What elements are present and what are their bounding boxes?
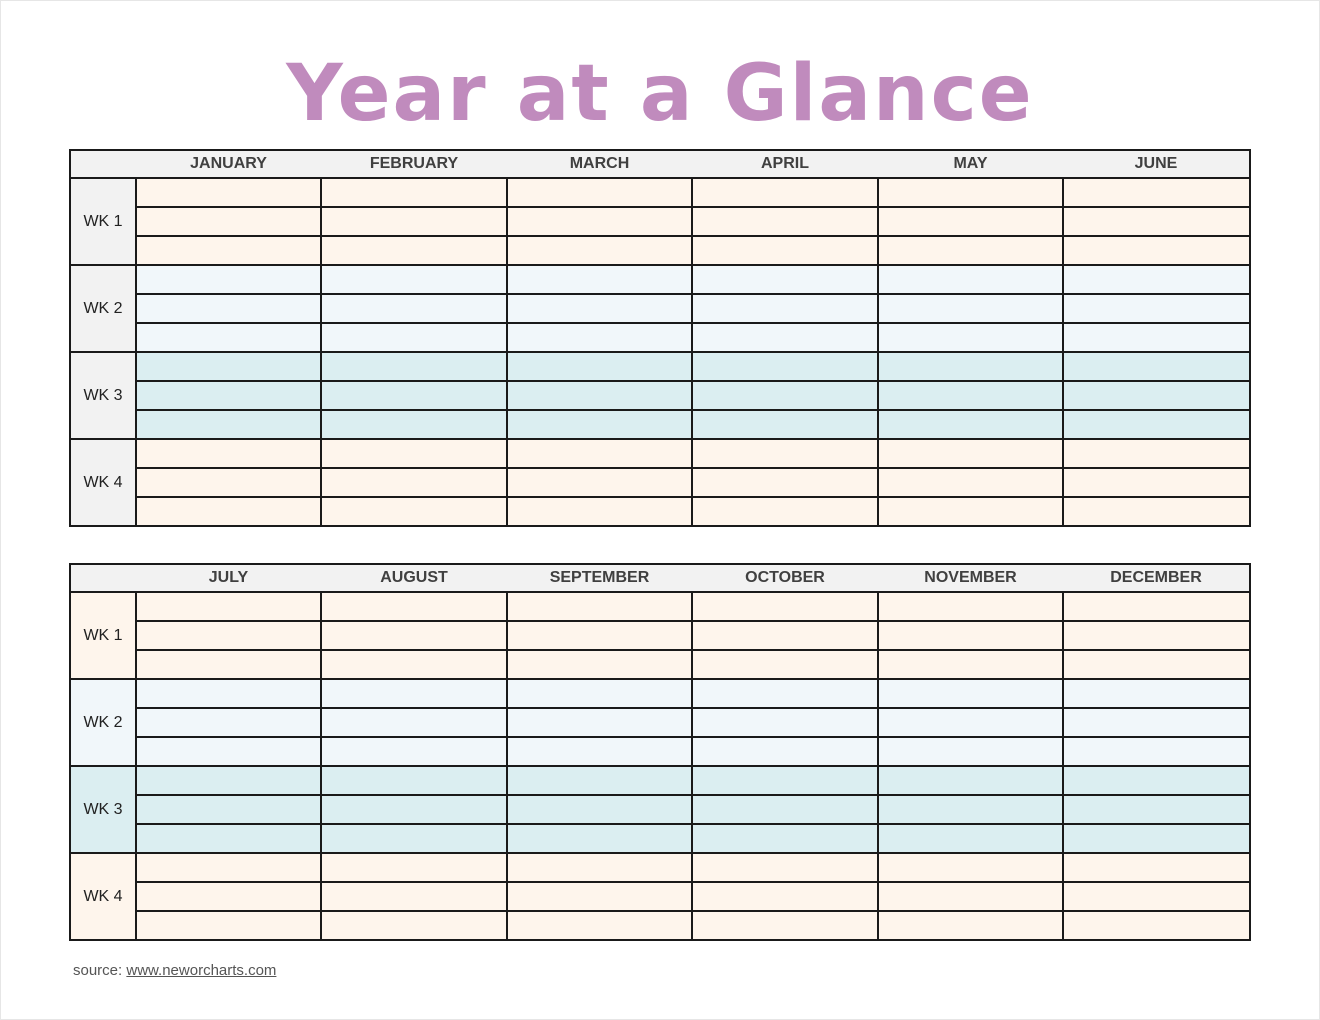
week-label: WK 1 [70,592,136,679]
entry-cell[interactable] [321,265,507,294]
entry-cell[interactable] [692,853,878,882]
week-row [70,911,1250,940]
entry-cell[interactable] [692,178,878,207]
week-row [70,679,1250,708]
entry-cell[interactable] [136,294,321,323]
entry-cell[interactable] [321,882,507,911]
week-row [70,178,1250,207]
entry-cell[interactable] [692,323,878,352]
entry-cell[interactable] [321,207,507,236]
entry-cell[interactable] [692,236,878,265]
entry-cell[interactable] [507,468,692,497]
week-row [70,497,1250,526]
entry-cell[interactable] [321,468,507,497]
entry-cell[interactable] [878,766,1063,795]
entry-cell[interactable] [692,592,878,621]
entry-cell[interactable] [692,679,878,708]
entry-cell[interactable] [136,795,321,824]
entry-cell[interactable] [507,650,692,679]
entry-cell[interactable] [136,592,321,621]
week-row [70,824,1250,853]
entry-cell[interactable] [692,352,878,381]
entry-cell[interactable] [136,824,321,853]
entry-cell[interactable] [507,410,692,439]
entry-cell[interactable] [1063,795,1250,824]
entry-cell[interactable] [878,265,1063,294]
week-row [70,207,1250,236]
entry-cell[interactable] [692,265,878,294]
week-row [70,439,1250,468]
entry-cell[interactable] [692,468,878,497]
entry-cell[interactable] [1063,766,1250,795]
week-row [70,708,1250,737]
entry-cell[interactable] [1063,882,1250,911]
entry-cell[interactable] [507,853,692,882]
entry-cell[interactable] [321,824,507,853]
month-header: FEBRUARY [321,150,507,178]
week-label: WK 3 [70,352,136,439]
entry-cell[interactable] [692,497,878,526]
entry-cell[interactable] [1063,911,1250,940]
entry-cell[interactable] [507,294,692,323]
entry-cell[interactable] [136,497,321,526]
entry-cell[interactable] [507,737,692,766]
week-row [70,323,1250,352]
entry-cell[interactable] [321,592,507,621]
entry-cell[interactable] [1063,737,1250,766]
entry-cell[interactable] [136,708,321,737]
entry-cell[interactable] [878,795,1063,824]
entry-cell[interactable] [321,410,507,439]
entry-cell[interactable] [321,439,507,468]
entry-cell[interactable] [136,323,321,352]
entry-cell[interactable] [692,824,878,853]
entry-cell[interactable] [692,621,878,650]
entry-cell[interactable] [136,352,321,381]
entry-cell[interactable] [507,178,692,207]
entry-cell[interactable] [1063,468,1250,497]
entry-cell[interactable] [1063,207,1250,236]
entry-cell[interactable] [878,207,1063,236]
week-row [70,381,1250,410]
entry-cell[interactable] [321,708,507,737]
entry-cell[interactable] [1063,592,1250,621]
entry-cell[interactable] [878,708,1063,737]
week-label: WK 1 [70,178,136,265]
entry-cell[interactable] [507,236,692,265]
entry-cell[interactable] [692,911,878,940]
header-corner [70,564,136,592]
entry-cell[interactable] [1063,381,1250,410]
entry-cell[interactable] [321,650,507,679]
entry-cell[interactable] [878,294,1063,323]
entry-cell[interactable] [507,497,692,526]
entry-cell[interactable] [321,911,507,940]
entry-cell[interactable] [1063,410,1250,439]
entry-cell[interactable] [507,621,692,650]
entry-cell[interactable] [507,766,692,795]
week-row [70,265,1250,294]
entry-cell[interactable] [1063,621,1250,650]
entry-cell[interactable] [136,766,321,795]
entry-cell[interactable] [507,911,692,940]
entry-cell[interactable] [878,352,1063,381]
entry-cell[interactable] [878,882,1063,911]
entry-cell[interactable] [321,853,507,882]
month-header: JUNE [1063,150,1250,178]
week-row [70,882,1250,911]
month-header: NOVEMBER [878,564,1063,592]
entry-cell[interactable] [878,497,1063,526]
header-corner [70,150,136,178]
week-label: WK 4 [70,853,136,940]
entry-cell[interactable] [1063,294,1250,323]
week-row [70,737,1250,766]
entry-cell[interactable] [136,178,321,207]
entry-cell[interactable] [878,679,1063,708]
month-header: DECEMBER [1063,564,1250,592]
entry-cell[interactable] [878,381,1063,410]
entry-cell[interactable] [136,468,321,497]
entry-cell[interactable] [321,178,507,207]
entry-cell[interactable] [1063,352,1250,381]
entry-cell[interactable] [321,294,507,323]
entry-cell[interactable] [136,621,321,650]
entry-cell[interactable] [878,468,1063,497]
month-header: SEPTEMBER [507,564,692,592]
month-header: AUGUST [321,564,507,592]
entry-cell[interactable] [692,708,878,737]
entry-cell[interactable] [321,679,507,708]
entry-cell[interactable] [136,737,321,766]
entry-cell[interactable] [692,795,878,824]
month-header: MAY [878,150,1063,178]
entry-cell[interactable] [507,882,692,911]
month-header: JANUARY [136,150,321,178]
entry-cell[interactable] [321,352,507,381]
entry-cell[interactable] [692,207,878,236]
entry-cell[interactable] [878,236,1063,265]
week-row [70,468,1250,497]
source-note [73,962,276,979]
entry-cell[interactable] [321,737,507,766]
entry-cell[interactable] [136,265,321,294]
entry-cell[interactable] [136,911,321,940]
week-row [70,795,1250,824]
entry-cell[interactable] [878,410,1063,439]
entry-cell[interactable] [1063,236,1250,265]
week-label: WK 4 [70,439,136,526]
entry-cell[interactable] [692,439,878,468]
entry-cell[interactable] [136,679,321,708]
entry-cell[interactable] [507,323,692,352]
entry-cell[interactable] [321,795,507,824]
entry-cell[interactable] [878,621,1063,650]
entry-cell[interactable] [136,650,321,679]
entry-cell[interactable] [1063,439,1250,468]
entry-cell[interactable] [1063,323,1250,352]
week-label: WK 2 [70,679,136,766]
entry-cell[interactable] [878,853,1063,882]
week-row [70,853,1250,882]
entry-cell[interactable] [878,737,1063,766]
entry-cell[interactable] [692,410,878,439]
entry-cell[interactable] [692,294,878,323]
entry-cell[interactable] [321,236,507,265]
entry-cell[interactable] [878,323,1063,352]
entry-cell[interactable] [878,911,1063,940]
entry-cell[interactable] [1063,265,1250,294]
entry-cell[interactable] [507,592,692,621]
entry-cell[interactable] [136,410,321,439]
entry-cell[interactable] [1063,824,1250,853]
month-header: OCTOBER [692,564,878,592]
source-label: source: [73,962,123,979]
entry-cell[interactable] [321,621,507,650]
entry-cell[interactable] [692,381,878,410]
entry-cell[interactable] [1063,853,1250,882]
source-link[interactable]: www.neworcharts.com [126,962,277,979]
entry-cell[interactable] [136,381,321,410]
entry-cell[interactable] [507,824,692,853]
entry-cell[interactable] [136,236,321,265]
entry-cell[interactable] [1063,650,1250,679]
entry-cell[interactable] [321,766,507,795]
entry-cell[interactable] [321,497,507,526]
entry-cell[interactable] [507,439,692,468]
month-header: APRIL [692,150,878,178]
entry-cell[interactable] [136,207,321,236]
entry-cell[interactable] [507,265,692,294]
entry-cell[interactable] [1063,708,1250,737]
entry-cell[interactable] [692,737,878,766]
week-label: WK 2 [70,265,136,352]
week-row [70,592,1250,621]
week-row [70,410,1250,439]
entry-cell[interactable] [507,795,692,824]
entry-cell[interactable] [321,381,507,410]
entry-cell[interactable] [878,592,1063,621]
second-half-calendar-table [69,563,1251,941]
entry-cell[interactable] [1063,497,1250,526]
entry-cell[interactable] [878,178,1063,207]
entry-cell[interactable] [507,352,692,381]
entry-cell[interactable] [136,882,321,911]
week-row [70,621,1250,650]
week-row [70,294,1250,323]
entry-cell[interactable] [1063,178,1250,207]
month-header: MARCH [507,150,692,178]
entry-cell[interactable] [507,381,692,410]
entry-cell[interactable] [692,650,878,679]
entry-cell[interactable] [136,853,321,882]
week-row [70,766,1250,795]
first-half-calendar-table [69,149,1251,527]
month-header: JULY [136,564,321,592]
entry-cell[interactable] [507,207,692,236]
week-row [70,650,1250,679]
entry-cell[interactable] [1063,679,1250,708]
entry-cell[interactable] [136,439,321,468]
entry-cell[interactable] [507,708,692,737]
week-label: WK 3 [70,766,136,853]
entry-cell[interactable] [507,679,692,708]
week-row [70,236,1250,265]
entry-cell[interactable] [878,650,1063,679]
entry-cell[interactable] [878,439,1063,468]
entry-cell[interactable] [321,323,507,352]
week-row [70,352,1250,381]
entry-cell[interactable] [878,824,1063,853]
page-title: Year at a Glance [286,49,1034,139]
entry-cell[interactable] [692,766,878,795]
entry-cell[interactable] [692,882,878,911]
